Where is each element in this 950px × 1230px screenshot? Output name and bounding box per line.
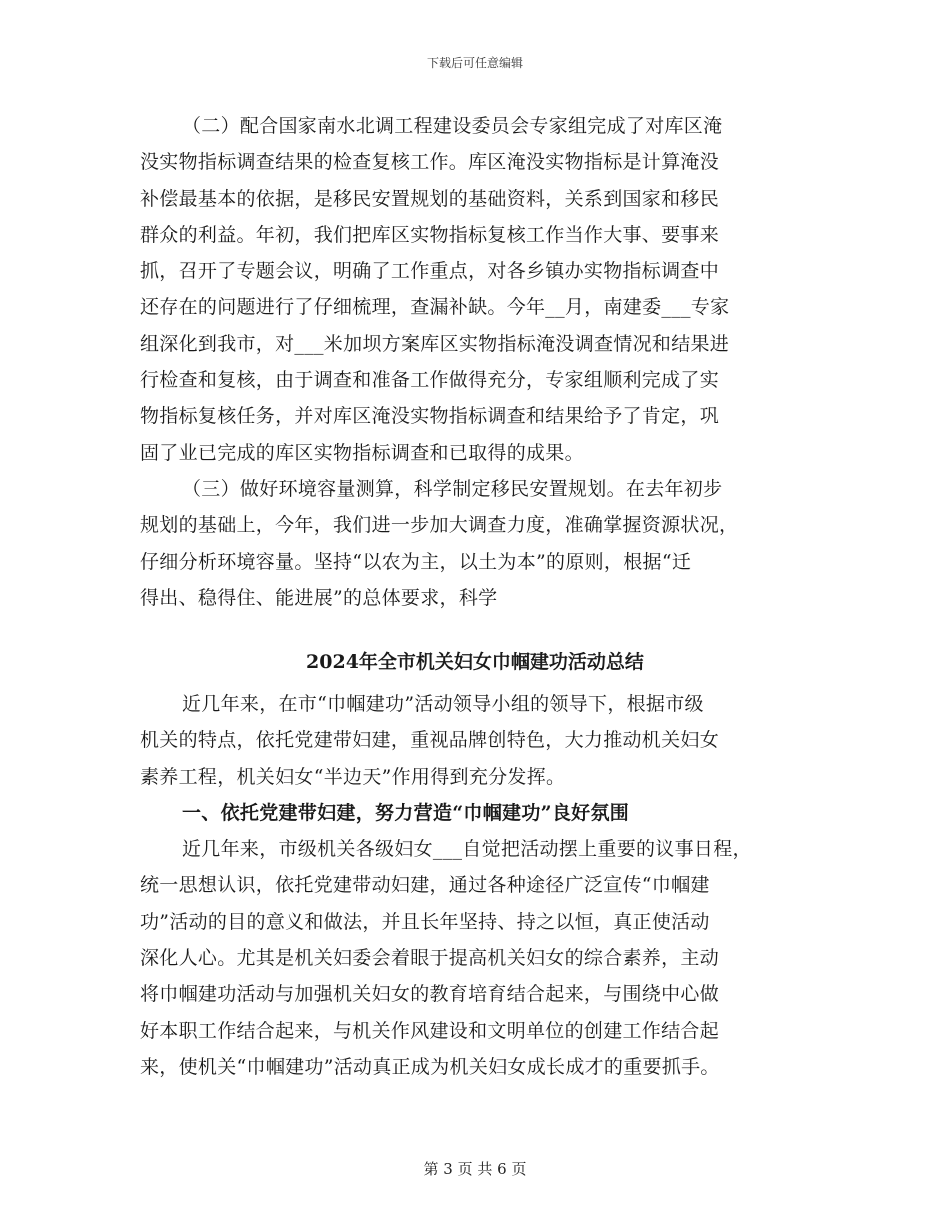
paragraph-line: 补偿最基本的依据，是移民安置规划的基础资料，关系到国家和移民 xyxy=(140,187,720,210)
paragraph-line: 还存在的问题进行了仔细梳理，查漏补缺。今年__月，南建委___专家 xyxy=(140,296,730,319)
section-one xyxy=(140,108,820,616)
paragraph-line: 没实物指标调查结果的检查复核工作。库区淹没实物指标是计算淹没 xyxy=(140,151,720,174)
paragraph-line: 群众的利益。年初，我们把库区实物指标复核工作当作大事、要事来 xyxy=(140,223,720,246)
paragraph-line: 机关的特点，依托党建带妇建，重视品牌创特色，大力推动机关妇女 xyxy=(140,729,720,752)
paragraph-line: 近几年来，在市“巾帼建功”活动领导小组的领导下，根据市级 xyxy=(182,693,704,715)
paragraph-line: 功”活动的目的意义和做法，并且长年坚持、持之以恒，真正使活动 xyxy=(140,910,710,933)
paragraph-line: 得出、稳得住、能进展”的总体要求，科学 xyxy=(140,586,498,609)
paragraph-line: （三）做好环境容量测算，科学制定移民安置规划。在去年初步 xyxy=(182,477,723,500)
article-body xyxy=(140,686,820,1085)
paragraph-line: 行检查和复核，由于调查和准备工作做得充分，专家组顺利完成了实 xyxy=(140,369,720,392)
paragraph-line: 物指标复核任务，并对库区淹没实物指标调查和结果给予了肯定，巩 xyxy=(140,405,720,428)
article-title: 2024年全市机关妇女巾帼建功活动总结 xyxy=(306,651,644,673)
paragraph-line: 近几年来，市级机关各级妇女___自觉把活动摆上重要的议事日程， xyxy=(182,838,752,861)
paragraph-line: 仔细分析环境容量。坚持“以农为主，以土为本”的原则，根据“迁 xyxy=(140,550,692,573)
paragraph-line: 深化人心。尤其是机关妇委会着眼于提高机关妇女的综合素养，主动 xyxy=(140,947,720,970)
paragraph-line: 将巾帼建功活动与加强机关妇女的教育培育结合起来，与围绕中心做 xyxy=(140,983,720,1006)
paragraph-line: （二）配合国家南水北调工程建设委员会专家组完成了对库区淹 xyxy=(182,115,723,137)
paragraph-line: 统一思想认识，依托党建带动妇建，通过各种途径广泛宣传“巾帼建 xyxy=(140,874,710,897)
paragraph-line: 规划的基础上，今年，我们进一步加大调查力度，准确掌握资源状况， xyxy=(140,514,739,537)
paragraph-line: 素养工程，机关妇女“半边天”作用得到充分发挥。 xyxy=(140,765,566,788)
page-header: 下载后可任意编辑 xyxy=(426,56,523,70)
paragraph-line: 固了业已完成的库区实物指标调查和已取得的成果。 xyxy=(140,441,584,464)
section-heading: 一、依托党建带妇建，努力营造“巾帼建功”良好氛围 xyxy=(182,801,630,824)
paragraph-line: 好本职工作结合起来，与机关作风建设和文明单位的创建工作结合起 xyxy=(140,1019,720,1042)
page-footer: 第 3 页 共 6 页 xyxy=(423,1160,527,1178)
paragraph-line: 组深化到我市，对___米加坝方案库区实物指标淹没调查情况和结果进 xyxy=(140,332,730,355)
paragraph-line: 来，使机关“巾帼建功”活动真正成为机关妇女成长成才的重要抓手。 xyxy=(140,1055,720,1078)
paragraph-line: 抓，召开了专题会议，明确了工作重点，对各乡镇办实物指标调查中 xyxy=(140,260,720,283)
